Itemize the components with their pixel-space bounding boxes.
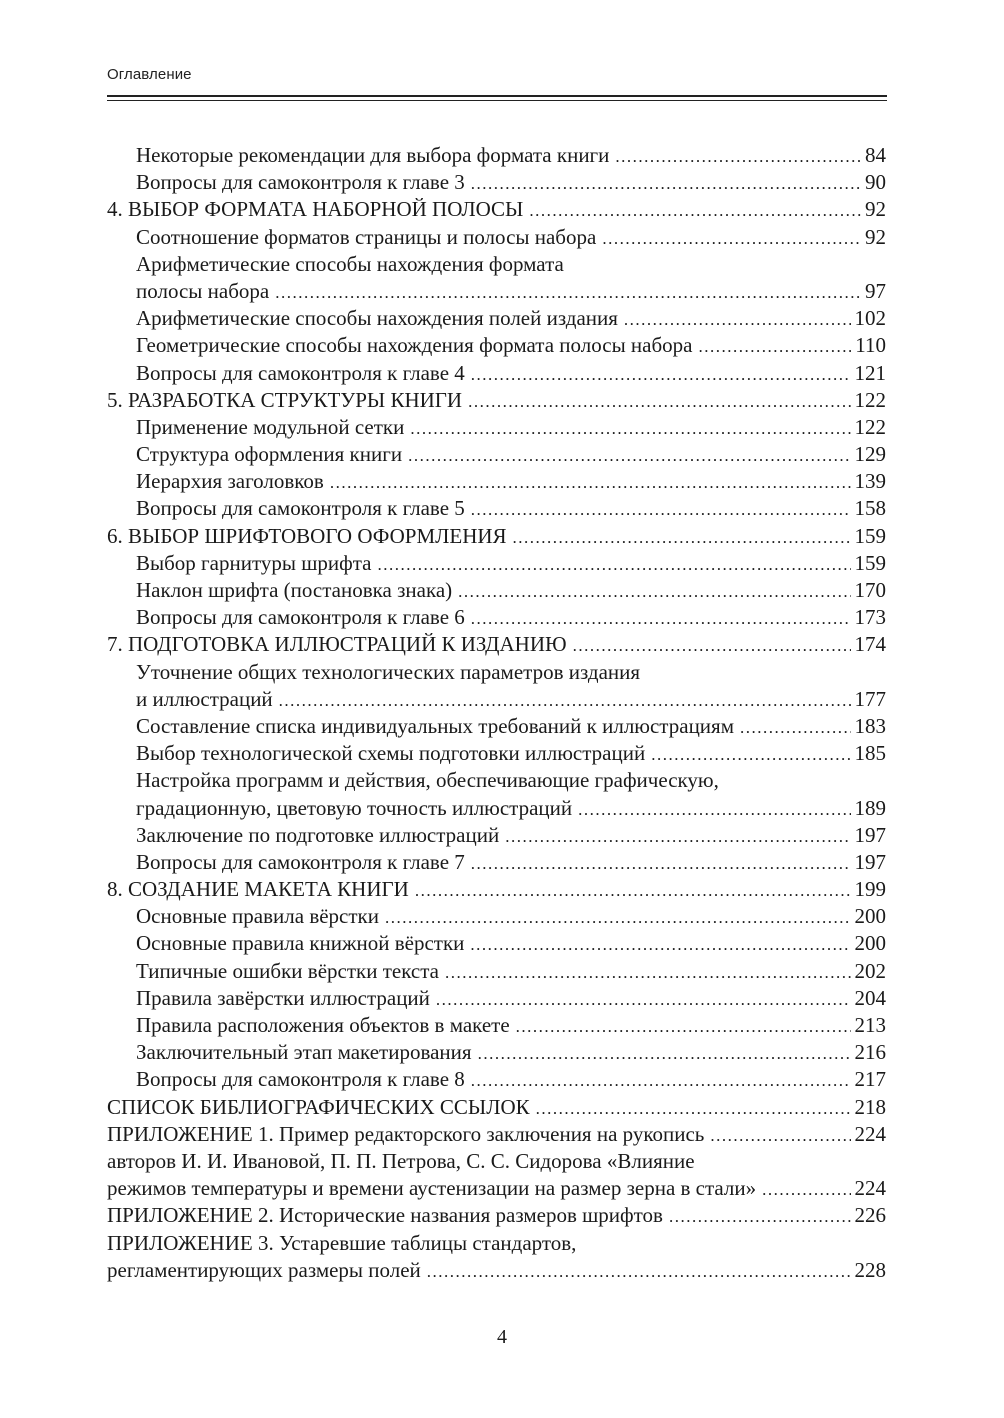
toc-leader-dots <box>762 1176 850 1203</box>
toc-entry-title: Составление списка индивидуальных требований к иллюстрациям <box>136 713 734 738</box>
toc-subentry[interactable] <box>107 495 886 522</box>
header-rule-thin <box>107 100 887 101</box>
toc-entry-title: 4. ВЫБОР ФОРМАТА НАБОРНОЙ ПОЛОСЫ <box>107 197 524 222</box>
toc-subentry[interactable] <box>107 713 886 740</box>
toc-entry-page: 84 <box>865 143 886 167</box>
toc-leader-dots <box>602 225 861 252</box>
toc-entry-page: 218 <box>854 1094 886 1119</box>
toc-subentry[interactable] <box>107 224 886 251</box>
toc-entry-page: 121 <box>854 360 886 385</box>
toc-entry-title: 7. ПОДГОТОВКА ИЛЛЮСТРАЦИЙ К ИЗДАНИЮ <box>107 632 567 657</box>
toc-entry-page: 139 <box>854 469 886 494</box>
toc-leader-dots <box>378 551 851 578</box>
toc-entry-title: Вопросы для самоконтроля к главе 5 <box>136 496 465 521</box>
toc-entry-title: ПРИЛОЖЕНИЕ 3. Устаревшие таблицы стандартов, <box>107 1230 577 1255</box>
toc-entry-page: 92 <box>865 224 886 249</box>
toc-entry-page: 90 <box>865 170 886 195</box>
toc-entry-title: Наклон шрифта (постановка знака) <box>136 578 453 602</box>
toc-entry-title: Иерархия заголовков <box>136 469 324 494</box>
toc-entry-page: 183 <box>854 713 886 738</box>
toc-entry-title: Арифметические способы нахождения формата <box>136 251 564 276</box>
toc-entry-title: Арифметические способы нахождения полей издания <box>136 306 618 331</box>
toc-leader-dots <box>505 823 850 850</box>
page-number: 4 <box>497 1326 507 1348</box>
toc-subentry[interactable] <box>107 550 886 577</box>
toc-entry-title: 6. ВЫБОР ШРИФТОВОГО ОФОРМЛЕНИЯ <box>107 523 507 548</box>
toc-entry-title: СПИСОК БИБЛИОГРАФИЧЕСКИХ ССЫЛОК <box>107 1094 530 1119</box>
toc-leader-dots <box>615 143 861 170</box>
toc-subentry[interactable] <box>107 659 886 686</box>
toc-leader-dots <box>516 1013 851 1040</box>
toc-entry-page: 159 <box>854 523 886 548</box>
toc-leader-dots <box>471 496 851 523</box>
toc-leader-dots <box>470 931 850 958</box>
toc-entry-title: режимов температуры и времени аустенизации на размер зерна в стали» <box>107 1176 757 1201</box>
toc-entry-title: Настройка программ и действия, обеспечивающие графическую, <box>136 768 719 793</box>
toc-entry-title: Правила расположения объектов в макете <box>136 1013 510 1037</box>
toc-leader-dots <box>436 986 851 1013</box>
toc-entry-page: 173 <box>854 605 886 630</box>
toc-entry-title: Вопросы для самоконтроля к главе 4 <box>136 360 465 385</box>
toc-subentry[interactable] <box>107 1066 886 1093</box>
toc-entry-page: 224 <box>854 1121 886 1146</box>
toc-entry-page: 129 <box>854 442 886 467</box>
toc-leader-dots <box>699 333 852 360</box>
toc-entry-title: Типичные ошибки вёрстки текста <box>136 958 439 983</box>
toc-subentry[interactable] <box>107 985 886 1012</box>
toc-subentry[interactable] <box>107 604 886 631</box>
toc-entry[interactable] <box>107 631 886 658</box>
toc-entry-title: Геометрические способы нахождения формата полосы набора <box>136 333 693 358</box>
toc-leader-dots <box>573 632 851 659</box>
toc-entry-page: 189 <box>854 795 886 820</box>
toc-subentry[interactable] <box>107 414 886 441</box>
toc-entry-page: 204 <box>854 985 886 1010</box>
toc-leader-dots <box>740 714 851 741</box>
toc-leader-dots <box>478 1040 851 1067</box>
toc-entry-page: 200 <box>854 904 886 929</box>
toc-entry[interactable] <box>107 1230 886 1257</box>
toc-entry-page: 228 <box>854 1257 886 1282</box>
toc-entry[interactable] <box>107 876 886 903</box>
toc-entry-title: Заключение по подготовке иллюстраций <box>136 822 500 847</box>
toc-entry[interactable] <box>107 1202 886 1229</box>
toc-entry-title: Правила завёрстки иллюстраций <box>136 985 430 1010</box>
toc-subentry[interactable] <box>107 360 886 387</box>
toc-subentry[interactable] <box>107 278 886 305</box>
toc-subentry[interactable] <box>107 822 886 849</box>
toc-entry-title: Некоторые рекомендации для выбора формата книги <box>136 143 610 167</box>
toc-entry-title: Соотношение форматов страницы и полосы набора <box>136 224 597 249</box>
toc-leader-dots <box>471 361 851 388</box>
toc-entry-title: ПРИЛОЖЕНИЕ 2. Исторические названия размеров шрифтов <box>107 1203 663 1228</box>
toc-leader-dots <box>471 850 851 877</box>
toc-entry-title: Уточнение общих технологических параметров издания <box>136 659 641 684</box>
toc-entry[interactable] <box>107 1148 886 1175</box>
toc-entry[interactable] <box>107 1175 886 1202</box>
toc-leader-dots <box>651 741 850 768</box>
toc-entry-page: 197 <box>854 849 886 874</box>
toc-subentry[interactable] <box>107 795 886 822</box>
toc-entry-title: Выбор технологической схемы подготовки иллюстраций <box>136 741 646 766</box>
toc-leader-dots <box>458 578 850 605</box>
toc-subentry[interactable] <box>107 332 886 359</box>
toc-leader-dots <box>710 1122 850 1149</box>
toc-entry-title: Вопросы для самоконтроля к главе 8 <box>136 1067 465 1092</box>
toc-subentry[interactable] <box>107 767 886 794</box>
toc-entry-page: 97 <box>865 278 886 303</box>
toc-entry-title: Применение модульной сетки <box>136 414 405 439</box>
toc-entry-page: 216 <box>854 1040 886 1065</box>
toc-entry-page: 122 <box>854 414 886 439</box>
toc-subentry[interactable] <box>107 251 886 278</box>
toc-subentry[interactable] <box>107 305 886 332</box>
toc-entry-page: 110 <box>855 333 886 358</box>
toc-leader-dots <box>275 279 861 306</box>
toc-entry-page: 199 <box>854 877 886 902</box>
toc-leader-dots <box>471 1067 851 1094</box>
toc-subentry[interactable] <box>107 1012 886 1039</box>
toc-entry-page: 185 <box>854 741 886 766</box>
toc-leader-dots <box>471 170 861 197</box>
toc-entry-page: 197 <box>854 822 886 847</box>
running-head: Оглавление <box>107 66 192 83</box>
toc-entry[interactable] <box>107 196 886 223</box>
table-of-contents <box>107 142 886 1284</box>
toc-entry-page: 102 <box>854 306 886 331</box>
toc-leader-dots <box>410 415 850 442</box>
toc-leader-dots <box>330 469 851 496</box>
toc-entry-page: 217 <box>854 1067 886 1092</box>
toc-entry-page: 92 <box>865 197 886 222</box>
toc-entry-title: Заключительный этап макетирования <box>136 1040 472 1065</box>
toc-entry-page: 200 <box>854 931 886 956</box>
toc-leader-dots <box>536 1095 851 1122</box>
toc-leader-dots <box>513 524 851 551</box>
toc-subentry[interactable] <box>107 930 886 957</box>
toc-leader-dots <box>468 388 850 415</box>
toc-leader-dots <box>445 959 851 986</box>
toc-subentry[interactable] <box>107 169 886 196</box>
toc-entry[interactable] <box>107 523 886 550</box>
toc-entry-title: регламентирующих размеры полей <box>107 1257 421 1282</box>
toc-entry-title: Структура оформления книги <box>136 442 403 467</box>
toc-subentry[interactable] <box>107 686 886 713</box>
toc-entry[interactable] <box>107 1257 886 1284</box>
toc-entry-page: 174 <box>854 632 886 657</box>
toc-entry-title: градационную, цветовую точность иллюстраций <box>136 795 573 820</box>
toc-entry-title: Основные правила вёрстки <box>136 904 379 929</box>
toc-entry-page: 170 <box>854 578 886 602</box>
toc-entry-title: 5. РАЗРАБОТКА СТРУКТУРЫ КНИГИ <box>107 387 463 412</box>
toc-leader-dots <box>471 605 851 632</box>
toc-entry-title: полосы набора <box>136 278 270 303</box>
toc-entry-page: 158 <box>854 496 886 521</box>
toc-entry-title: авторов И. И. Ивановой, П. П. Петрова, С. С. Сидорова «Влияние <box>107 1148 695 1173</box>
toc-subentry[interactable] <box>107 849 886 876</box>
toc-entry-page: 159 <box>854 550 886 575</box>
toc-entry-title: Вопросы для самоконтроля к главе 7 <box>136 849 465 874</box>
toc-subentry[interactable] <box>107 468 886 495</box>
toc-subentry[interactable] <box>107 441 886 468</box>
toc-entry-page: 213 <box>854 1013 886 1037</box>
toc-entry-title: Вопросы для самоконтроля к главе 3 <box>136 170 465 195</box>
toc-subentry[interactable] <box>107 958 886 985</box>
toc-entry-title: Основные правила книжной вёрстки <box>136 931 465 956</box>
toc-entry-page: 226 <box>854 1203 886 1228</box>
toc-leader-dots <box>385 904 851 931</box>
toc-leader-dots <box>578 796 850 823</box>
toc-entry-title: Выбор гарнитуры шрифта <box>136 550 372 575</box>
toc-leader-dots <box>408 442 850 469</box>
toc-leader-dots <box>427 1258 851 1285</box>
toc-subentry[interactable] <box>107 740 886 767</box>
toc-entry[interactable] <box>107 387 886 414</box>
toc-subentry[interactable] <box>107 903 886 930</box>
toc-leader-dots <box>624 306 851 333</box>
toc-subentry[interactable] <box>107 1039 886 1066</box>
toc-entry-title: ПРИЛОЖЕНИЕ 1. Пример редакторского заключения на рукопись <box>107 1121 705 1146</box>
toc-entry[interactable] <box>107 1094 886 1121</box>
toc-entry-title: 8. СОЗДАНИЕ МАКЕТА КНИГИ <box>107 877 409 902</box>
toc-leader-dots <box>669 1203 851 1230</box>
toc-entry-page: 177 <box>854 686 886 711</box>
toc-subentry[interactable] <box>107 577 886 604</box>
toc-leader-dots <box>279 687 851 714</box>
toc-subentry[interactable] <box>107 142 886 169</box>
header-rule-thick <box>107 95 887 97</box>
toc-entry-title: Вопросы для самоконтроля к главе 6 <box>136 605 465 630</box>
toc-entry-page: 224 <box>854 1176 886 1201</box>
toc-entry-page: 202 <box>854 958 886 983</box>
toc-entry[interactable] <box>107 1121 886 1148</box>
toc-entry-title: и иллюстраций <box>136 686 273 711</box>
toc-entry-page: 122 <box>854 387 886 412</box>
toc-leader-dots <box>529 197 861 224</box>
toc-leader-dots <box>415 877 851 904</box>
